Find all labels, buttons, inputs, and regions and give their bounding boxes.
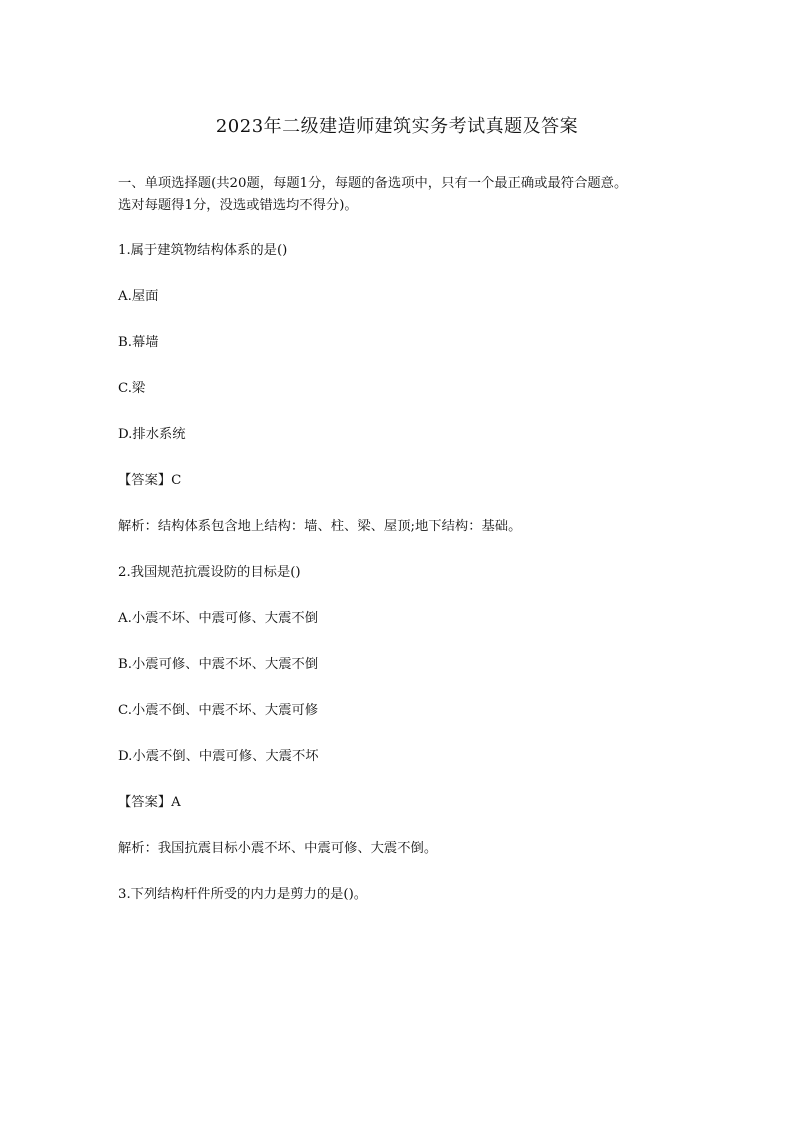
question-1-option-c: C.梁 <box>118 381 146 396</box>
section-intro-line-2: 选对每题得1分，没选或错选均不得分)。 <box>118 198 358 213</box>
question-1-analysis: 解析：结构体系包含地上结构：墙、柱、梁、屋顶;地下结构：基础。 <box>118 519 522 534</box>
question-2-option-c: C.小震不倒、中震不坏、大震可修 <box>118 703 319 718</box>
question-1-option-d: D.排水系统 <box>118 427 186 442</box>
section-intro-line-1: 一、单项选择题(共20题，每题1分，每题的备选项中，只有一个最正确或最符合题意。 <box>118 176 628 191</box>
question-2-option-b: B.小震可修、中震不坏、大震不倒 <box>118 657 319 672</box>
question-1-option-a: A.屋面 <box>118 289 159 304</box>
question-2-analysis: 解析：我国抗震目标小震不坏、中震可修、大震不倒。 <box>118 841 438 856</box>
question-1-stem: 1.属于建筑物结构体系的是() <box>118 243 288 258</box>
document-title: 2023年二级建造师建筑实务考试真题及答案 <box>215 116 579 137</box>
question-2-option-d: D.小震不倒、中震可修、大震不坏 <box>118 749 319 764</box>
question-1-answer: 【答案】C <box>118 473 182 488</box>
question-2-answer: 【答案】A <box>118 795 181 810</box>
question-1-option-b: B.幕墙 <box>118 335 159 350</box>
question-3-stem: 3.下列结构杆件所受的内力是剪力的是()。 <box>118 887 368 902</box>
question-2-option-a: A.小震不坏、中震可修、大震不倒 <box>118 611 318 626</box>
question-2-stem: 2.我国规范抗震设防的目标是() <box>118 565 301 580</box>
